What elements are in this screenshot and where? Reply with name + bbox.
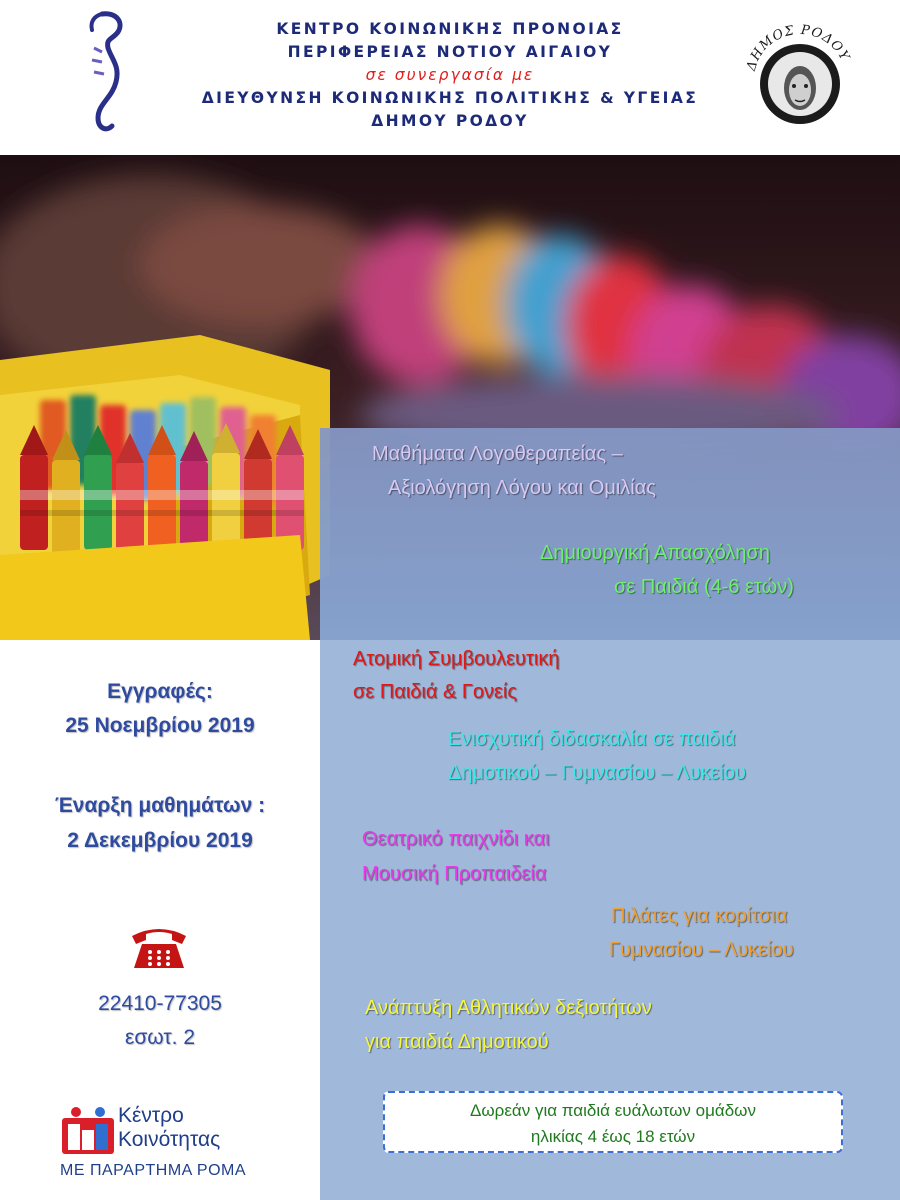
registration-date: 25 Νοεμβρίου 2019 [65,714,255,737]
start-date: 2 Δεκεμβρίου 2019 [67,829,253,852]
start-label: Έναρξη μαθημάτων : [54,794,266,817]
header [0,0,900,155]
header-title [150,18,750,133]
free-for-children-box [383,1091,843,1153]
community-centre-roma-annex: ΜΕ ΠΑΡΑΡΤΗΜΑ ΡΟΜΑ [60,1162,247,1179]
seahorse-logo-icon [72,8,132,138]
service-sports-line-2: για παιδιά Δημοτικού [365,1031,549,1053]
service-pilates-line-2: Γυμνασίου – Λυκείου [609,939,794,961]
free-box-line-1: Δωρεάν για παιδιά ευάλωτων ομάδων [470,1101,756,1120]
community-centre-logo-icon [60,1104,116,1156]
service-theatre-line-1: Θεατρικό παιχνίδι και [362,828,550,850]
header-cooperation: σε συνεργασία με [365,66,535,84]
service-sports-line-1: Ανάπτυξη Αθλητικών δεξιοτήτων [365,997,652,1019]
header-line-5: ΔΗΜΟΥ ΡΟΔΟΥ [371,112,529,130]
header-line-4: ΔΙΕΥΘΥΝΣΗ ΚΟΙΝΩΝΙΚΗΣ ΠΟΛΙΤΙΚΗΣ & ΥΓΕΙΑΣ [201,89,699,107]
telephone-icon [128,922,190,970]
service-speech-line-1: Μαθήματα Λογοθεραπείας – [372,443,623,465]
service-counsel-line-1: Ατομική Συμβουλευτική [353,648,560,670]
service-counsel-line-2: σε Παιδιά & Γονείς [353,681,517,703]
service-pilates-line-1: Πιλάτες για κορίτσια [611,905,788,927]
registration-label: Εγγραφές: [107,680,213,703]
community-centre-line-1: Κέντρο [118,1104,184,1127]
service-creative-line-1: Δημιουργική Απασχόληση [540,542,770,564]
phone-number: 22410-77305 [98,992,222,1015]
municipality-seal-icon [740,18,860,138]
service-tutoring-line-1: Ενισχυτική διδασκαλία σε παιδιά [448,728,736,750]
svg-text:ΔΗΜΟΣ ΡΟΔΟΥ: ΔΗΜΟΣ ΡΟΔΟΥ [744,22,853,73]
header-line-1: ΚΕΝΤΡΟ ΚΟΙΝΩΝΙΚΗΣ ΠΡΟΝΟΙΑΣ [276,20,624,38]
service-tutoring-line-2: Δημοτικού – Γυμνασίου – Λυκείου [448,762,746,784]
service-speech-line-2: Αξιολόγηση Λόγου και Ομιλίας [388,477,656,499]
phone-extension: εσωτ. 2 [124,1026,196,1049]
header-line-2: ΠΕΡΙΦΕΡΕΙΑΣ ΝΟΤΙΟΥ ΑΙΓΑΙΟΥ [287,43,613,61]
service-theatre-line-2: Μουσική Προπαιδεία [362,863,547,885]
free-box-line-2: ηλικίας 4 έως 18 ετών [530,1127,696,1146]
community-centre-line-2: Κοινότητας [118,1128,221,1151]
service-creative-line-2: σε Παιδιά (4-6 ετών) [614,576,794,598]
